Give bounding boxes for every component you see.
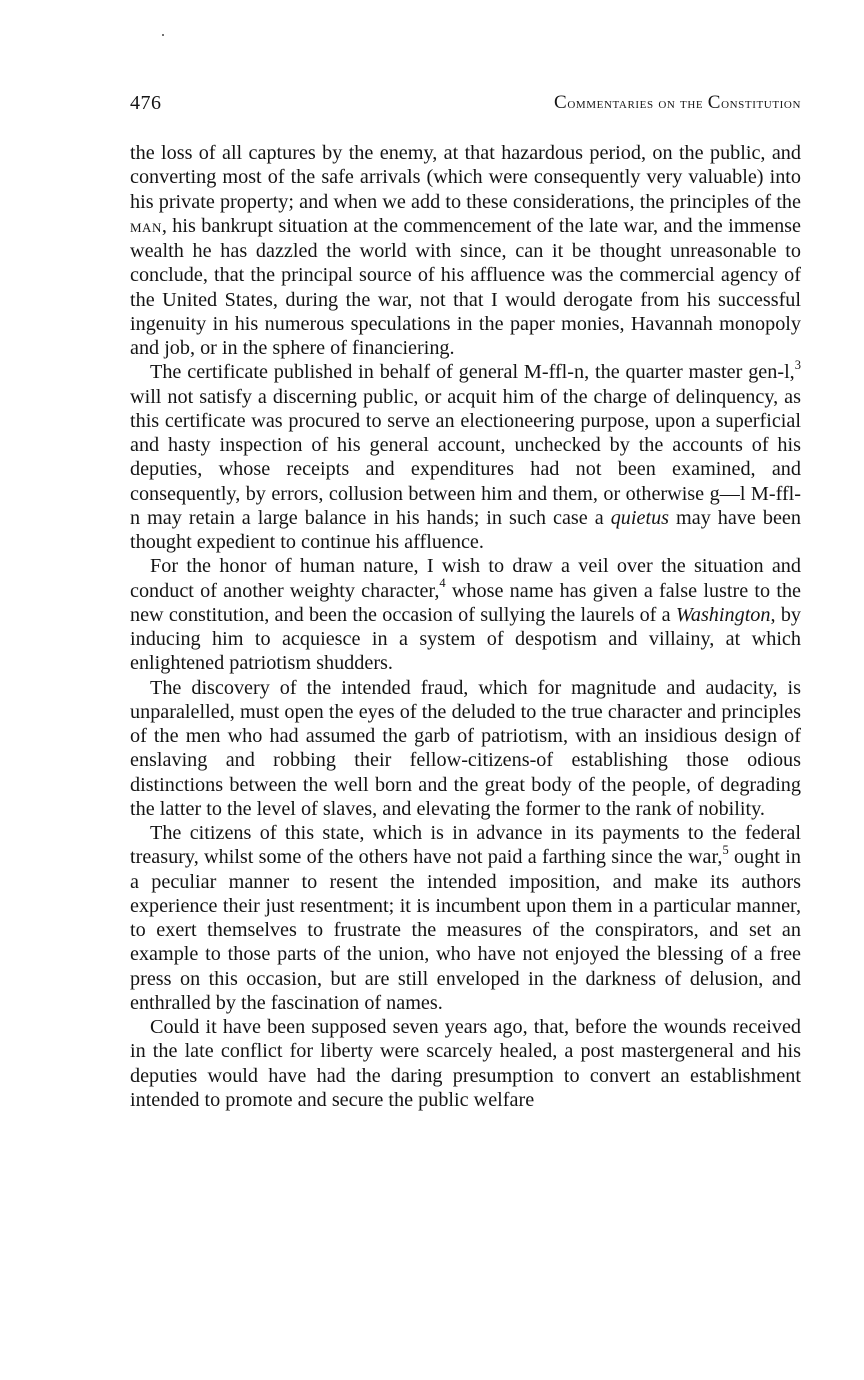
page-number: 476 (130, 92, 162, 114)
running-head (554, 88, 801, 119)
paragraph-3-text-c: , by inducing him to acquiesce in a system of despotism and villainy, at which enlightened patriotism shudders. (130, 603, 802, 675)
footnote-ref-4[interactable]: 4 (439, 575, 446, 590)
paragraph-3 (130, 554, 801, 675)
page-header (130, 88, 801, 118)
paragraph-3-text-b: whose name has given a false lustre to the new constitution, and been the occasion of sullying the laurels of a (130, 579, 801, 626)
paragraph-6-text: Could it have been supposed seven years ago, that, before the wounds received in the late conflict for liberty were scarcely healed, a post mastergeneral and his deputies would have had the daring presumption to convert an establishment intended to promote and secure the public welfare (130, 1016, 801, 1111)
paragraph-1 (130, 141, 801, 360)
small-caps-man: man (130, 215, 162, 237)
running-head-initial-1: C (554, 92, 568, 113)
paragraph-5-text-b: ought in a peculiar manner to resent the intended imposition, and make its authors experience their just resentment; it is incumbent upon them in a particular manner, to exert themselves to frustrate the measures of the conspirators, and set an example to those parts of the union, who have not enjoyed the blessing of a free press on this occasion, but are still enveloped in the darkness of delusion, and enthralled by the fascination of names. (130, 846, 801, 1014)
paragraph-5-text-a: The citizens of this state, which is in advance in its payments to the federal treasury, whilst some of the others have not paid a farthing since the war, (130, 822, 801, 869)
footnote-ref-5[interactable]: 5 (722, 842, 729, 857)
running-head-initial-2: C (707, 92, 722, 113)
paragraph-1-text-a: the loss of all captures by the enemy, at that hazardous period, on the public, and converting most of the safe arrivals (which were consequently very valuable) into his private property; and when we add to these considerations, the principles of the (130, 142, 801, 213)
paragraph-5 (130, 821, 801, 1015)
body-text (130, 141, 801, 1112)
paragraph-1-text-b: , his bankrupt situation at the commencement of the late war, and the immense wealth he has dazzled the world with since, can it be thought unreasonable to conclude, that the principal source of his affluence was the commercial agency of the United States, during the war, not that I would derogate from his successful ingenuity in his numerous speculations in the paper monies, Havannah monopoly and job, or in the sphere of financiering. (130, 214, 801, 359)
running-head-rest-2: onstitution (721, 95, 801, 112)
paragraph-2-text-b: will not satisfy a discerning public, or acquit him of the charge of delinquency, as this certificate was procured to serve an electioneering purpose, upon a superficial and hasty inspection of his general account, unchecked by the accounts of his deputies, whose receipts and expenditures had not been examined, and consequently, by errors, collusion between him and them, or otherwise g—l M-ffl-n may retain a large balance in his hands; in such case a (130, 385, 801, 529)
paragraph-2-text-c: may have been thought expedient to continue his affluence. (130, 506, 801, 553)
paragraph-4 (130, 676, 801, 822)
paragraph-2 (130, 357, 801, 554)
speck-mark (162, 34, 164, 36)
paragraph-2-text-a: The certificate published in behalf of general M-ffl-n, the quarter master gen-l, (150, 361, 795, 384)
running-head-rest-1: ommentaries on the (567, 95, 708, 112)
footnote-ref-3[interactable]: 3 (794, 357, 801, 372)
italic-quietus: quietus (610, 506, 670, 529)
paragraph-3-text-a: For the honor of human nature, I wish to draw a veil over the situation and conduct of another weighty character, (130, 555, 801, 602)
italic-washington: Washington (675, 603, 771, 626)
paragraph-4-text: The discovery of the intended fraud, which for magnitude and audacity, is unparalelled, must open the eyes of the deluded to the true character and principles of the men who had assumed the garb of patriotism, with an insidious design of enslaving and robbing their fellow-citizens-of establishing those odious distinctions between the well born and the great body of the people, of degrading the latter to the level of slaves, and elevating the former to the rank of nobility. (130, 676, 801, 820)
paragraph-6 (130, 1015, 801, 1112)
